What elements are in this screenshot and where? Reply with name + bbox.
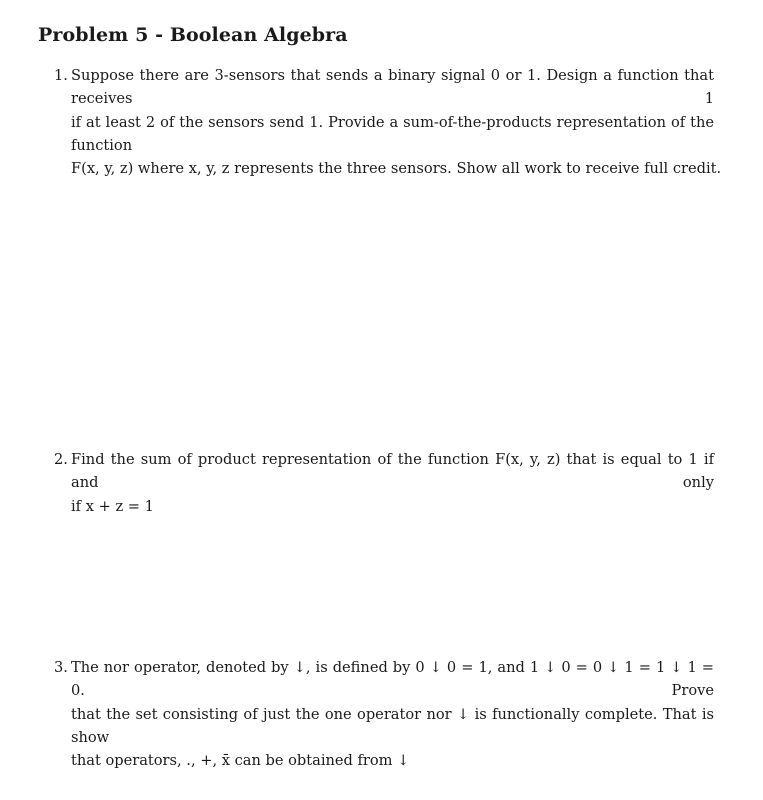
problem-number: 1. (54, 67, 68, 84)
section-heading: Problem 5 - Boolean Algebra (38, 24, 348, 46)
problem-1 (54, 64, 722, 180)
problem-number: 3. (54, 659, 68, 676)
problem-text (71, 656, 714, 772)
problem-line: Suppose there are 3-sensors that sends a binary signal 0 or 1. Design a function that receives 1 (71, 67, 714, 108)
problem-line: if at least 2 of the sensors send 1. Provide a sum-of-the-products representation of the function (71, 113, 714, 154)
problem-number: 2. (54, 451, 68, 468)
problem-line: that operators, ., +, x̄ can be obtained from ↓ (71, 752, 410, 770)
problem-line: The nor operator, denoted by ↓, is defined by 0 ↓ 0 = 1, and 1 ↓ 0 = 0 ↓ 1 = 1 ↓ 1 = 0. Prove (71, 659, 714, 700)
problem-line: that the set consisting of just the one operator nor ↓ is functionally complete. That is show (71, 705, 714, 746)
problem-2 (54, 448, 714, 518)
problem-3 (54, 656, 714, 772)
problem-line: if x + z = 1 (71, 497, 154, 515)
problem-text (71, 64, 722, 180)
problem-line: F(x, y, z) where x, y, z represents the three sensors. Show all work to receive full credit. (71, 160, 722, 178)
problem-line: Find the sum of product representation of the function F(x, y, z) that is equal to 1 if and only (71, 451, 714, 492)
problem-text (71, 448, 714, 518)
